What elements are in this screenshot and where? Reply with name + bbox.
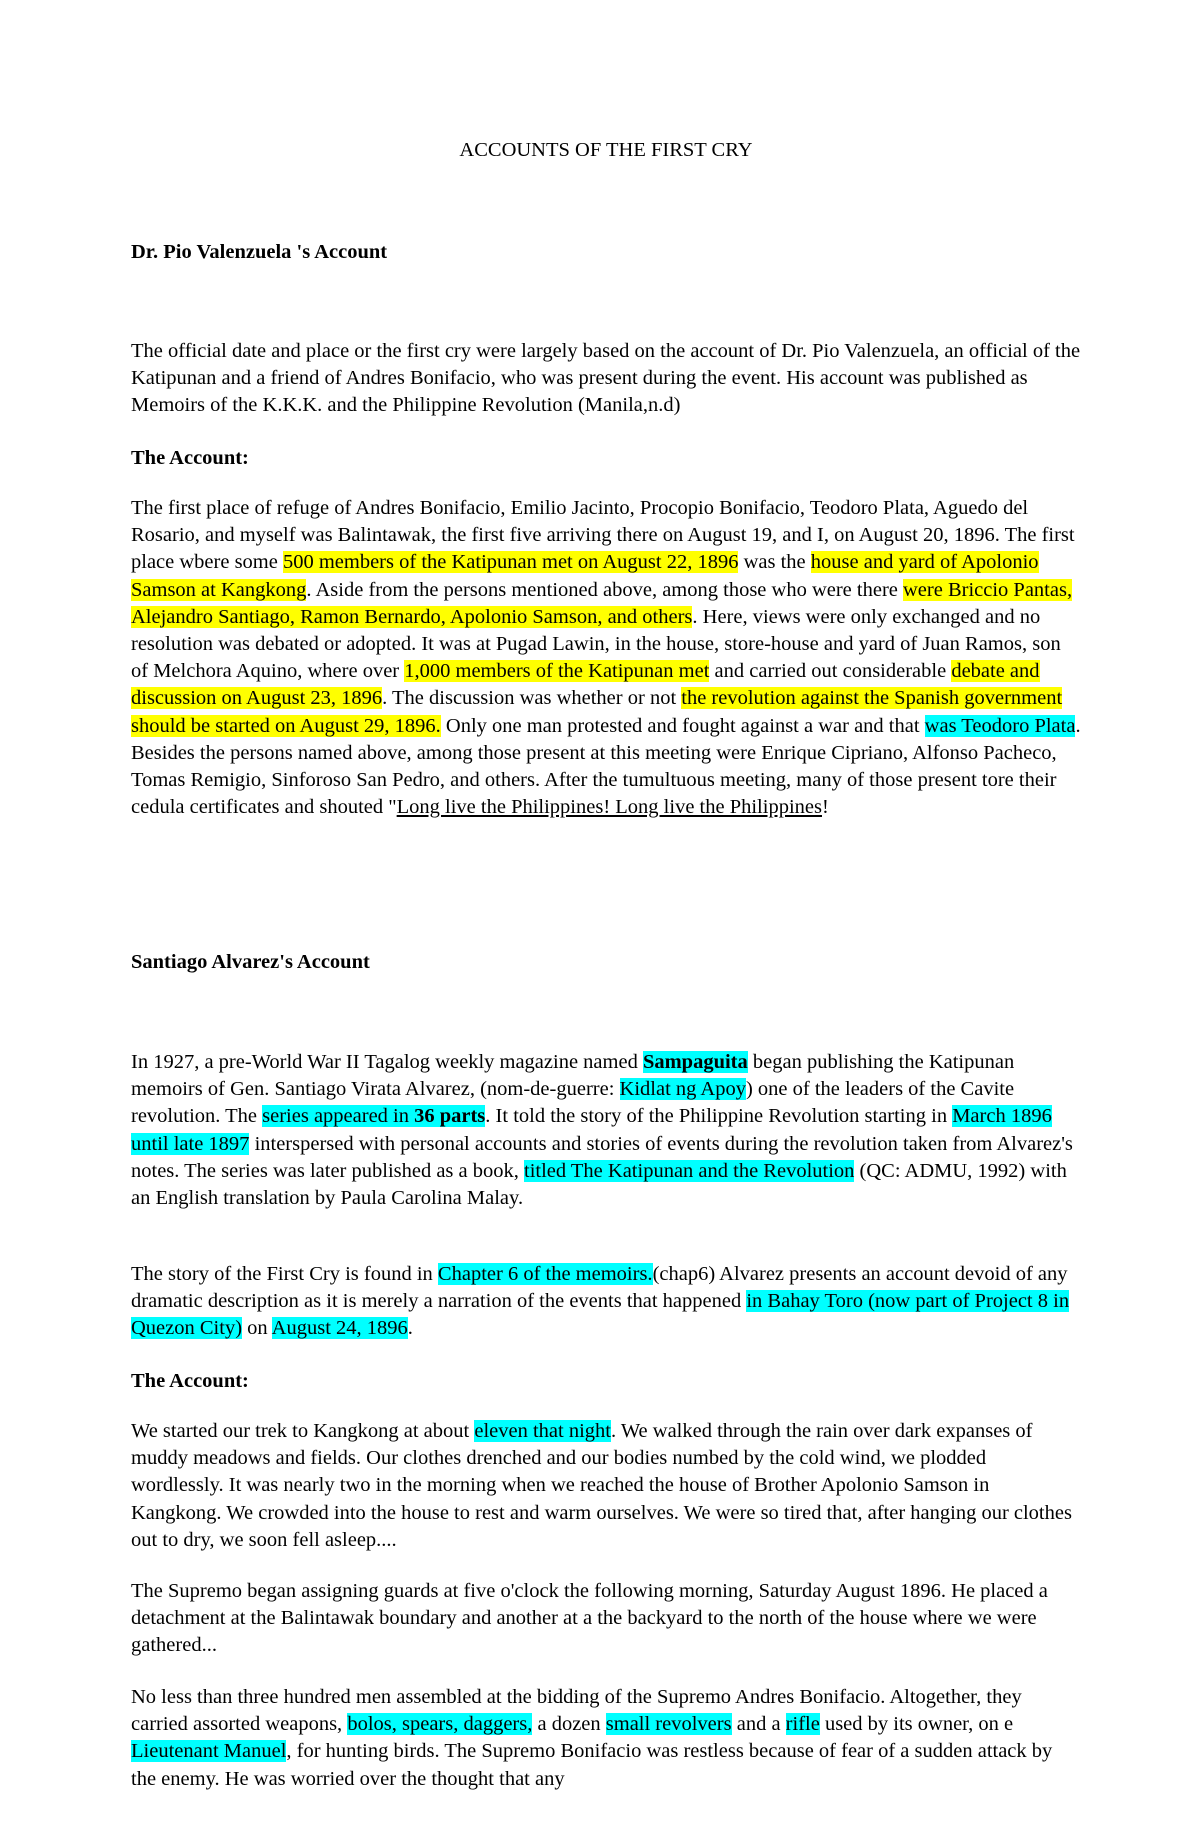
text-run: . Aside from the persons mentioned above, among those who were there [306,578,903,601]
text-run: ) one of the leaders of the Cavite revolution. The [131,1078,1015,1128]
text-run: . Besides the persons named above, among those present at this meeting were Enrique Cipriano, Alfonso Pacheco, Tomas Remigio, Sinforoso San Pedro, and others. After the tumultuous meeting, many of those present tore their cedula certificates and shouted " [131,714,1081,819]
text-run: and carried out considerable [709,660,952,683]
text-run: No less than three hundred men assembled at the bidding of the Supremo Andres Bonifacio. Altogether, they carried assorted weapons, [131,1686,1022,1736]
text-run: We started our trek to Kangkong at about [131,1420,475,1442]
highlight-cyan: March 1896 until late 1897 [131,1105,1052,1155]
highlight-yellow: 1,000 members of the Katipunan met [404,660,710,683]
text-run: began publishing the Katipunan memoirs of Gen. Santiago Virata Alvarez, (nom-de-guerre: [131,1051,1015,1101]
text-run: and a [731,1713,786,1736]
alvarez-account-paragraph-2: The Supremo began assigning guards at five o'clock the following morning, Saturday August 1896. He placed a detachment at the Balintawak boundary and another at a the backyard to the north of the house where we were gathered... [131,1580,1048,1657]
text-run: . The discussion was whether or not [382,687,682,710]
highlight-yellow: were Briccio Pantas, Alejandro Santiago, Ramon Bernardo, Apolonio Samson, and others [131,578,1073,628]
highlight-cyan: rifle [785,1713,820,1736]
highlight-cyan: series appeared in [262,1105,415,1128]
highlight-cyan: Lieutenant Manuel [131,1740,287,1763]
highlight-cyan: titled The Katipunan and the Revolution [524,1159,855,1182]
text-run: The story of the First Cry is found in [131,1263,438,1285]
text-run: was the [738,551,811,574]
highlight-cyan: bolos, spears, daggers, [347,1713,533,1736]
highlight-yellow: house and yard of Apolonio Samson at Kangkong [131,551,1039,601]
text-run: . It told the story of the Philippine Revolution starting in [485,1105,953,1128]
text-run: . [407,1317,413,1340]
valenzuela-account-heading: The Account: [131,447,249,469]
text-run: (QC: ADMU, 1992) with an English translation by Paula Carolina Malay. [131,1159,1067,1210]
highlight-cyan: Chapter 6 of the memoirs. [437,1263,653,1285]
document-title: ACCOUNTS OF THE FIRST CRY [459,139,753,161]
text-run: used by its owner, on e [819,1713,1014,1736]
highlight-cyan-bold: 36 parts [414,1105,486,1128]
alvarez-account-paragraph-3 [131,1684,1081,1793]
valenzuela-account-paragraph [131,495,1081,821]
alvarez-story-paragraph [131,1261,1081,1343]
highlight-yellow: 500 members of the Katipunan met on August 22, 1896 [282,551,739,574]
text-run: a dozen [532,1713,606,1736]
text-run: In 1927, a pre-World War II Tagalog weekly magazine named [131,1051,643,1073]
alvarez-intro-paragraph [131,1049,1081,1212]
section-heading-alvarez: Santiago Alvarez's Account [131,951,370,973]
text-run: , for hunting birds. The Supremo Bonifacio was restless because of fear of a sudden attack by the enemy. He was worried over the thought that any [131,1740,1053,1790]
highlight-cyan: small revolvers [605,1713,732,1736]
text-run: on [242,1317,272,1340]
alvarez-account-heading: The Account: [131,1370,249,1392]
text-run: ! [821,796,829,819]
underlined-text: Long live the Philippines! Long live the Philippines [396,796,822,819]
text-run: . We walked through the rain over dark expanses of muddy meadows and fields. Our clothes drenched and our bodies numbed by the cold wind, we plodded wordlessly. It was nearly two in the morning when we reached the house of Brother Apolonio Samson in Kangkong. We crowded into the house to rest and warm ourselves. We were so tired that, after hanging our clothes out to dry, we soon fell asleep.... [131,1420,1072,1551]
highlight-cyan: was Teodoro Plata [924,714,1076,737]
highlight-cyan: eleven that night [474,1420,611,1442]
text-run: The first place of refuge of Andres Bonifacio, Emilio Jacinto, Procopio Bonifacio, Teodoro Plata, Aguedo del Rosario, and myself was Balintawak, the first five arriving there on August 19, and I, on August 20, 1896. The first place wbere some [131,497,1075,574]
valenzuela-intro-paragraph: The official date and place or the first cry were largely based on the account of Dr. Pio Valenzuela, an official of the Katipunan and a friend of Andres Bonifacio, who was present during the event. His account was published as Memoirs of the K.K.K. and the Philippine Revolution (Manila,n.d) [131,340,1081,417]
highlight-yellow: debate and discussion on August 23, 1896 [131,660,1040,710]
text-run: (chap6) Alvarez presents an account devoid of any dramatic description as it is merely a narration of the events that happened [131,1263,1068,1313]
highlight-cyan: Kidlat ng Apoy [619,1078,746,1101]
text-run: interspersed with personal accounts and stories of events during the revolution taken from Alvarez's notes. The series was later published as a book, [131,1132,1073,1182]
alvarez-account-paragraph-1 [131,1418,1081,1554]
section-heading-valenzuela: Dr. Pio Valenzuela 's Account [131,241,388,263]
highlight-cyan: in Bahay Toro (now part of Project 8 in Quezon City) [131,1290,1070,1340]
highlight-cyan: August 24, 1896 [271,1317,408,1340]
text-run: Only one man protested and fought against a war and that [440,714,925,737]
highlight-cyan-bold: Sampaguita [642,1051,748,1073]
highlight-yellow: the revolution against the Spanish government should be started on August 29, 1896. [131,687,1063,737]
text-run: . Here, views were only exchanged and no resolution was debated or adopted. It was at Pugad Lawin, in the house, store-house and yard of Juan Ramos, son of Melchora Aquino, where over [131,605,1061,683]
